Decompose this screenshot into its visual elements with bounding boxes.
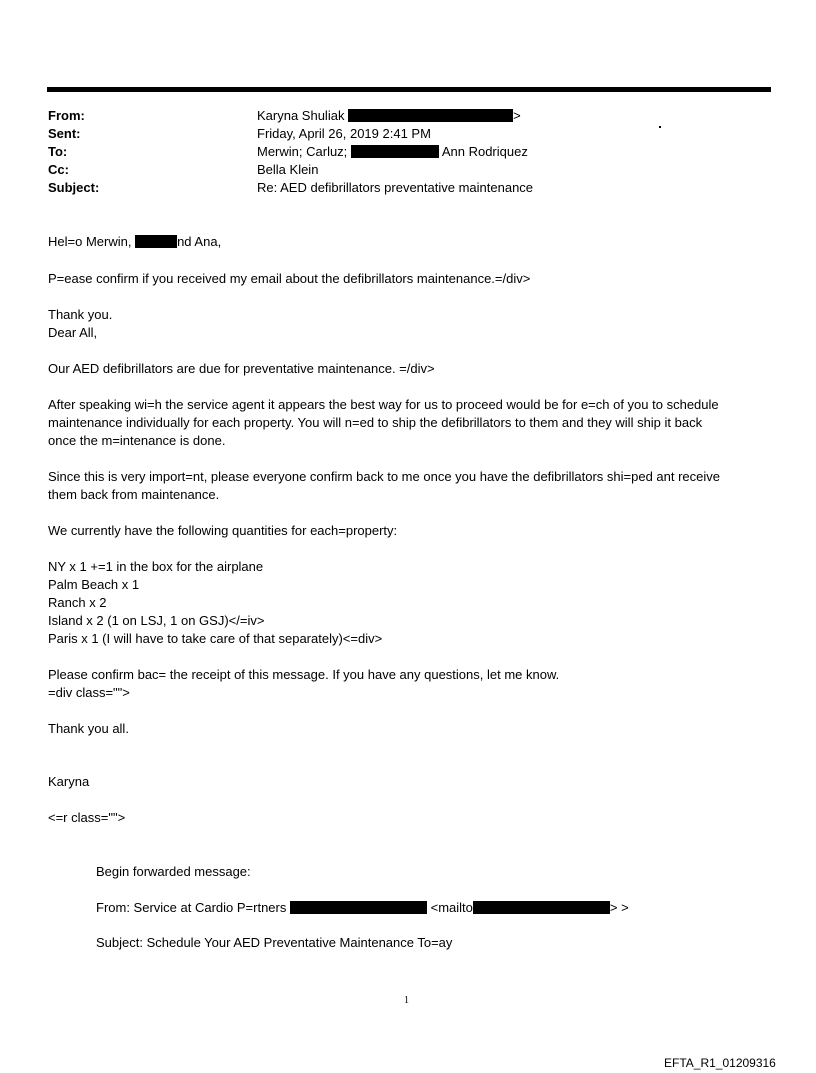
paragraph-line: After speaking wi=h the service agent it appears the best way for us to proceed would be for e=ch of you to schedule	[48, 397, 719, 412]
quantity-item: NY x 1 +=1 in the box for the airplane	[48, 559, 264, 574]
forwarded-from-text: From: Service at Cardio P=rtners	[96, 900, 287, 915]
quantity-item: Ranch x 2	[48, 595, 107, 610]
forwarded-from-end: > >	[609, 900, 629, 915]
thanks-line: Thank you.	[48, 307, 113, 322]
stray-dot	[659, 126, 661, 128]
quantities-intro: We currently have the following quantities for each=property:	[48, 523, 398, 538]
div-class-line: =div class="">	[48, 685, 130, 700]
paragraph-line: Since this is very import=nt, please everyone confirm back to me once you have the defibrillators shi=ped ant receive	[48, 469, 721, 484]
cc-value: Bella Klein	[257, 162, 319, 177]
to-value	[257, 143, 528, 161]
from-value	[257, 107, 521, 125]
redaction-bar	[135, 235, 177, 248]
page-number: 1	[404, 995, 409, 1006]
to-recipients-b: Ann Rodriquez	[441, 144, 528, 159]
subject-label: Subject:	[48, 180, 100, 195]
redaction-bar	[473, 901, 610, 914]
r-class-line: <=r class="">	[48, 810, 126, 825]
cc-label: Cc:	[48, 162, 69, 177]
please-confirm-line: P=ease confirm if you received my email about the defibrillators maintenance.=/div>	[48, 271, 531, 286]
from-name: Karyna Shuliak	[257, 108, 345, 123]
confirm-line: Please confirm bac= the receipt of this message. If you have any questions, let me know.	[48, 667, 560, 682]
forwarded-mailto: <mailto	[430, 900, 473, 915]
to-recipients-a: Merwin; Carluz;	[257, 144, 348, 159]
redaction-bar	[290, 901, 427, 914]
redaction-bar	[351, 145, 439, 158]
dear-all-line: Dear All,	[48, 325, 98, 340]
paragraph-line: them back from maintenance.	[48, 487, 220, 502]
paragraph-line: maintenance individually for each property. You will n=ed to ship the defibrillators to them and they will ship it back	[48, 415, 703, 430]
document-id: EFTA_R1_01209316	[664, 1056, 776, 1070]
from-suffix: >	[513, 108, 521, 123]
forwarded-subject: Subject: Schedule Your AED Preventative Maintenance To=ay	[96, 935, 453, 950]
from-label: From:	[48, 108, 85, 123]
thank-all-line: Thank you all.	[48, 721, 129, 736]
forwarded-begin: Begin forwarded message:	[96, 864, 251, 879]
forwarded-from	[96, 899, 629, 917]
header-rule	[47, 87, 771, 92]
sent-label: Sent:	[48, 126, 81, 141]
to-label: To:	[48, 144, 68, 159]
greeting-text-b: nd Ana,	[177, 234, 222, 249]
sent-value: Friday, April 26, 2019 2:41 PM	[257, 126, 431, 141]
redaction-bar	[348, 109, 513, 122]
paragraph-line: once the m=intenance is done.	[48, 433, 226, 448]
quantity-item: Island x 2 (1 on LSJ, 1 on GSJ)</=iv>	[48, 613, 265, 628]
quantity-item: Palm Beach x 1	[48, 577, 140, 592]
due-line: Our AED defibrillators are due for preventative maintenance. =/div>	[48, 361, 435, 376]
signature: Karyna	[48, 774, 90, 789]
greeting-text-a: Hel=o Merwin,	[48, 234, 132, 249]
subject-value: Re: AED defibrillators preventative maintenance	[257, 180, 534, 195]
quantity-item: Paris x 1 (I will have to take care of that separately)<=div>	[48, 631, 383, 646]
greeting-line	[48, 233, 221, 251]
